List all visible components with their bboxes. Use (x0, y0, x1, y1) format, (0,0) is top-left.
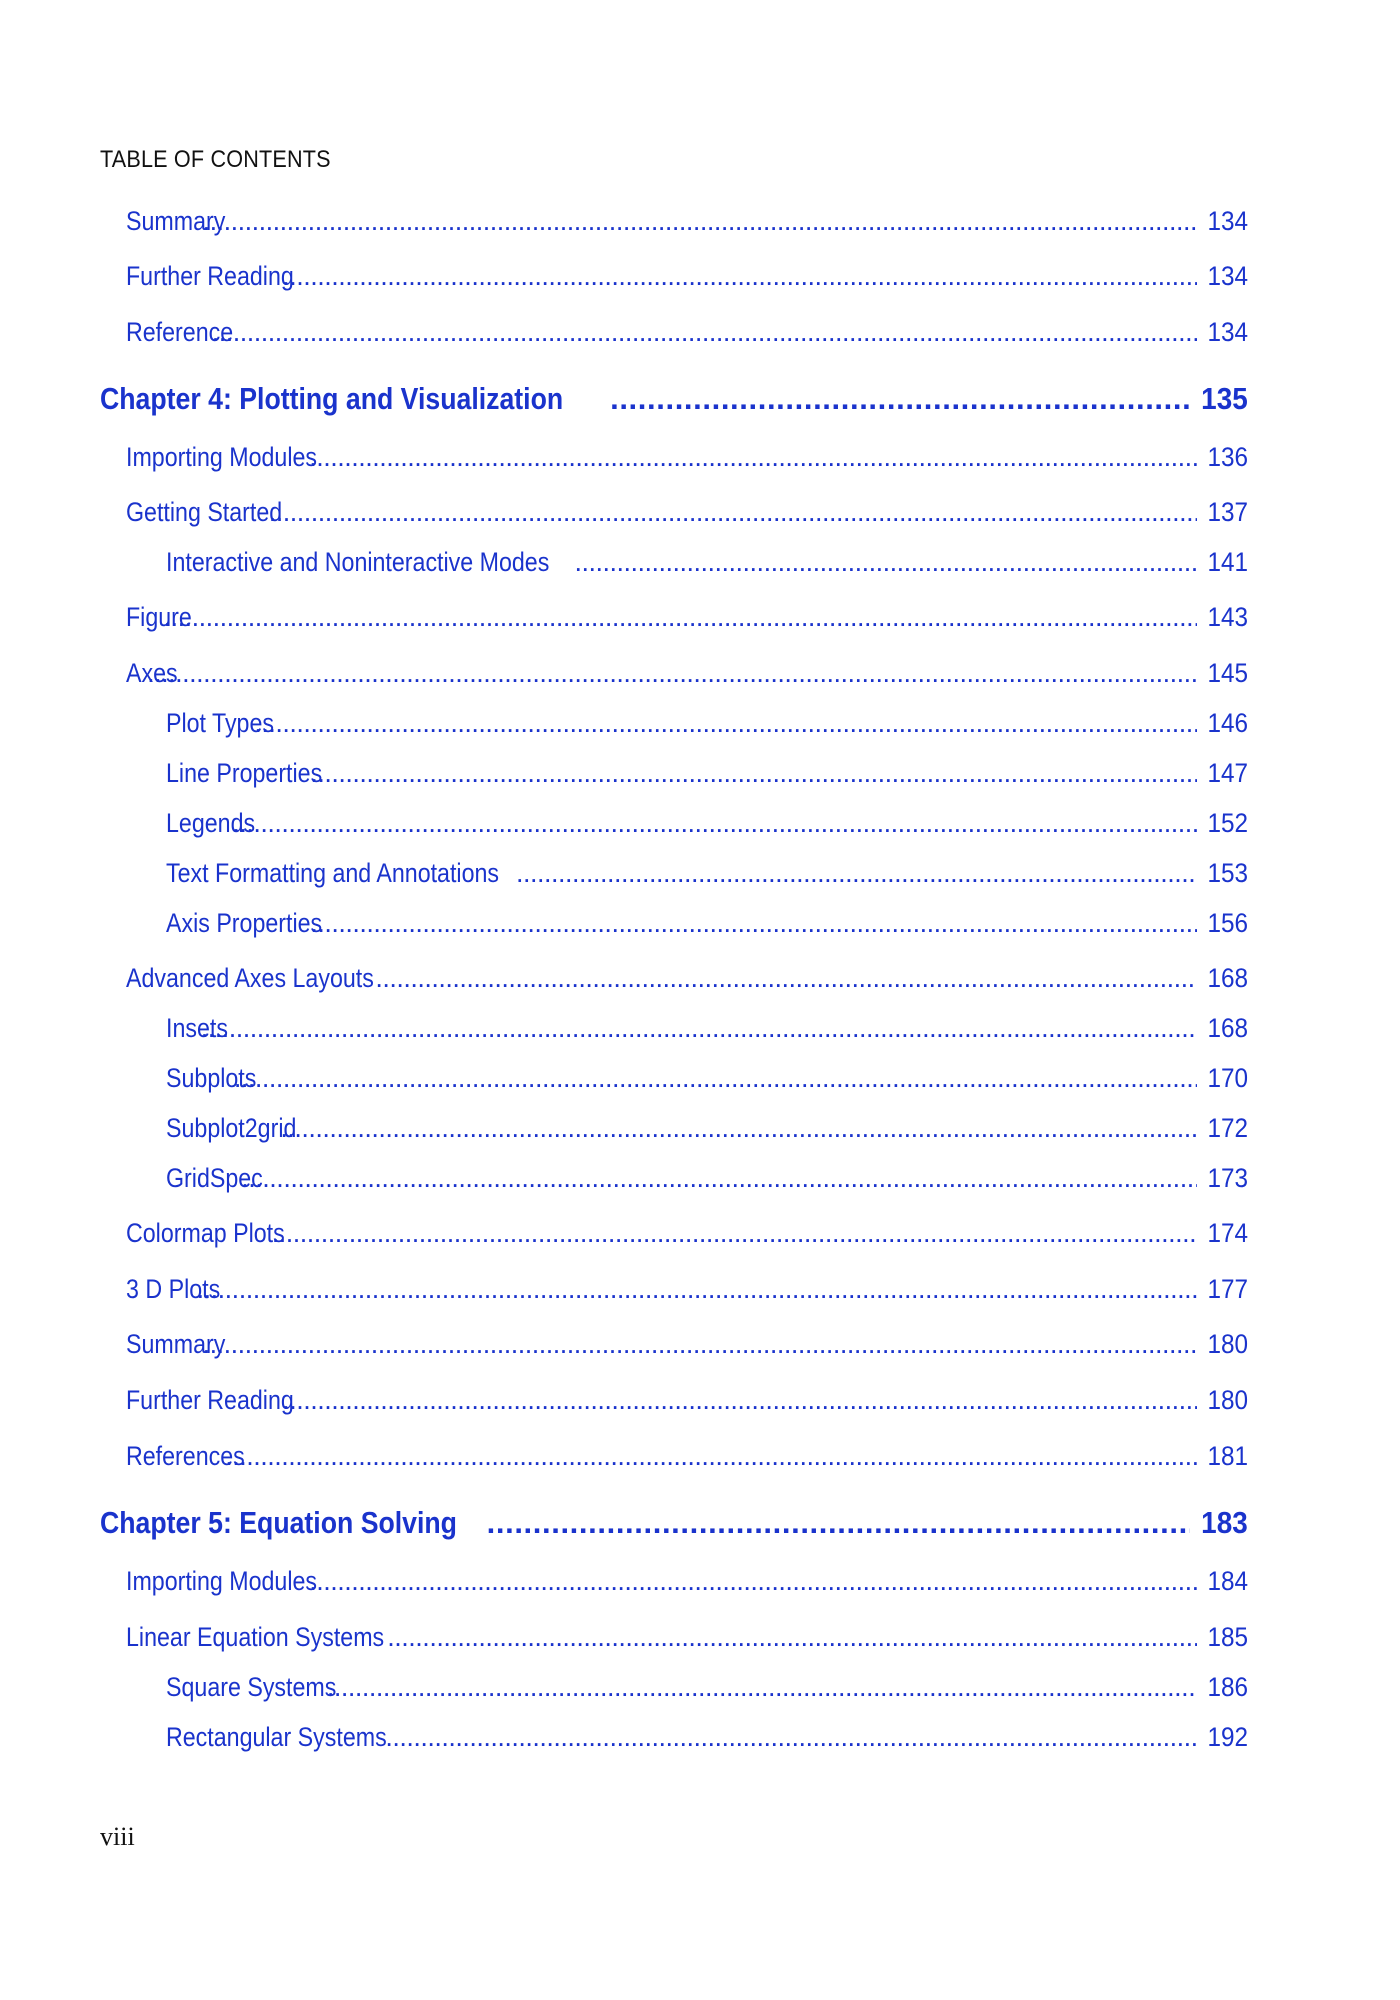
toc-entry-title: 3 D Plots (126, 1274, 221, 1304)
toc-entry-importing-modules-2[interactable] (126, 1566, 1248, 1602)
dot-leader (487, 1505, 1191, 1541)
dot-leader (269, 497, 1197, 528)
toc-entry-rectangular-systems[interactable] (166, 1722, 1248, 1758)
toc-entry-title: Interactive and Noninteractive Modes (166, 547, 550, 577)
dot-leader (309, 442, 1197, 473)
dot-leader (310, 908, 1197, 939)
toc-entry-title: Figure (126, 602, 192, 632)
toc-entry-plot-types[interactable] (166, 708, 1248, 744)
toc-entry-page: 172 (1207, 1113, 1248, 1143)
toc-entry-interactive-modes[interactable] (166, 547, 1248, 583)
toc-entry-summary-2[interactable] (126, 1329, 1248, 1365)
toc-entry-title: Importing Modules (126, 1566, 318, 1596)
toc-entry-page: 141 (1207, 547, 1248, 577)
dot-leader (574, 547, 1196, 578)
toc-entry-page: 184 (1207, 1566, 1248, 1596)
toc-entry-page: 177 (1207, 1274, 1248, 1304)
toc-entry-title: Advanced Axes Layouts (126, 963, 374, 993)
toc-entry-page: 137 (1207, 497, 1248, 527)
toc-entry-getting-started[interactable] (126, 497, 1248, 533)
toc-entry-page: 134 (1207, 317, 1248, 347)
toc-entry-title: Importing Modules (126, 442, 318, 472)
toc-entry-advanced-axes-layouts[interactable] (126, 963, 1248, 999)
toc-entry-title: Subplot2grid (166, 1113, 297, 1143)
toc-entry-page: 156 (1207, 908, 1248, 938)
dot-leader (375, 963, 1197, 994)
dot-leader (310, 758, 1197, 789)
dot-leader (234, 1063, 1197, 1094)
dot-leader (203, 1329, 1197, 1360)
toc-entry-summary[interactable] (126, 206, 1248, 242)
toc-chapter-page: 135 (1201, 381, 1248, 416)
toc-entry-page: 186 (1207, 1672, 1248, 1702)
toc-entry-title: Reference (126, 317, 234, 347)
toc-entry-page: 152 (1207, 808, 1248, 838)
toc-entry-linear-equation-systems[interactable] (126, 1622, 1248, 1658)
dot-leader (147, 658, 1197, 689)
toc-entry-subplots[interactable] (166, 1063, 1248, 1099)
toc-entry-title: Square Systems (166, 1672, 337, 1702)
toc-entry-axis-properties[interactable] (166, 908, 1248, 944)
toc-entry-axes[interactable] (126, 658, 1248, 694)
toc-entry-reference[interactable] (126, 317, 1248, 353)
toc-entry-page: 143 (1207, 602, 1248, 632)
toc-chapter-page: 183 (1201, 1505, 1248, 1540)
toc-entry-page: 168 (1207, 1013, 1248, 1043)
toc-chapter-title: Chapter 5: Equation Solving (100, 1505, 457, 1540)
toc-entry-further-reading-2[interactable] (126, 1385, 1248, 1421)
toc-chapter-4[interactable] (100, 381, 1248, 421)
toc-entry-title: Colormap Plots (126, 1218, 285, 1248)
dot-leader (203, 206, 1197, 237)
toc-entry-title: Subplots (166, 1063, 257, 1093)
dot-leader (254, 708, 1197, 739)
toc-entry-page: 146 (1207, 708, 1248, 738)
toc-entry-title: Line Properties (166, 758, 323, 788)
toc-entry-page: 136 (1207, 442, 1248, 472)
toc-entry-page: 185 (1207, 1622, 1248, 1652)
dot-leader (201, 1013, 1197, 1044)
toc-entry-colormap-plots[interactable] (126, 1218, 1248, 1254)
toc-entry-references[interactable] (126, 1441, 1248, 1477)
dot-leader (225, 1441, 1197, 1472)
dot-leader (282, 261, 1197, 292)
toc-entry-title: Axes (126, 658, 178, 688)
dot-leader (516, 858, 1197, 889)
toc-entry-text-formatting[interactable] (166, 858, 1248, 894)
dot-leader (212, 317, 1197, 348)
toc-entry-page: 181 (1207, 1441, 1248, 1471)
dot-leader (164, 602, 1197, 633)
dot-leader (309, 1566, 1197, 1597)
toc-entry-title: Getting Started (126, 497, 283, 527)
toc-entry-title: References (126, 1441, 245, 1471)
toc-entry-title: Plot Types (166, 708, 274, 738)
toc-entry-title: Further Reading (126, 1385, 294, 1415)
toc-entry-line-properties[interactable] (166, 758, 1248, 794)
toc-entry-page: 170 (1207, 1063, 1248, 1093)
toc-entry-title: Text Formatting and Annotations (166, 858, 500, 888)
dot-leader (197, 1274, 1197, 1305)
dot-leader (327, 1672, 1197, 1703)
toc-entry-square-systems[interactable] (166, 1672, 1248, 1708)
toc-entry-title: Insets (166, 1013, 228, 1043)
toc-entry-page: 145 (1207, 658, 1248, 688)
toc-chapter-5[interactable] (100, 1505, 1248, 1545)
toc-entry-title: Further Reading (126, 261, 294, 291)
toc-entry-page: 180 (1207, 1385, 1248, 1415)
dot-leader (272, 1218, 1197, 1249)
toc-entry-page: 173 (1207, 1163, 1248, 1193)
toc-entry-page: 134 (1207, 261, 1248, 291)
toc-entry-insets[interactable] (166, 1013, 1248, 1049)
dot-leader (610, 381, 1190, 417)
toc-entry-page: 147 (1207, 758, 1248, 788)
dot-leader (385, 1722, 1197, 1753)
toc-entry-page: 134 (1207, 206, 1248, 236)
dot-leader (387, 1622, 1197, 1653)
toc-entry-title: Legends (166, 808, 256, 838)
toc-entry-title: Summary (126, 1329, 226, 1359)
toc-entry-title: Summary (126, 206, 226, 236)
page-number: viii (100, 1822, 135, 1851)
toc-entry-figure[interactable] (126, 602, 1248, 638)
toc-entry-page: 192 (1207, 1722, 1248, 1752)
toc-entry-page: 168 (1207, 963, 1248, 993)
toc-entry-page: 180 (1207, 1329, 1248, 1359)
toc-entry-importing-modules[interactable] (126, 442, 1248, 478)
toc-entry-title: GridSpec (166, 1163, 263, 1193)
toc-entry-further-reading[interactable] (126, 261, 1248, 297)
running-head: TABLE OF CONTENTS (100, 146, 331, 173)
toc-entry-page: 174 (1207, 1218, 1248, 1248)
dot-leader (280, 1113, 1197, 1144)
toc-entry-legends[interactable] (166, 808, 1248, 844)
dot-leader (282, 1385, 1197, 1416)
dot-leader (232, 808, 1197, 839)
dot-leader (241, 1163, 1197, 1194)
toc-entry-title: Rectangular Systems (166, 1722, 387, 1752)
toc-entry-title: Axis Properties (166, 908, 323, 938)
toc-chapter-title: Chapter 4: Plotting and Visualization (100, 381, 564, 416)
toc-entry-subplot2grid[interactable] (166, 1113, 1248, 1149)
toc-entry-gridspec[interactable] (166, 1163, 1248, 1199)
toc-entry-page: 153 (1207, 858, 1248, 888)
toc-entry-3d-plots[interactable] (126, 1274, 1248, 1310)
toc-entry-title: Linear Equation Systems (126, 1622, 385, 1652)
